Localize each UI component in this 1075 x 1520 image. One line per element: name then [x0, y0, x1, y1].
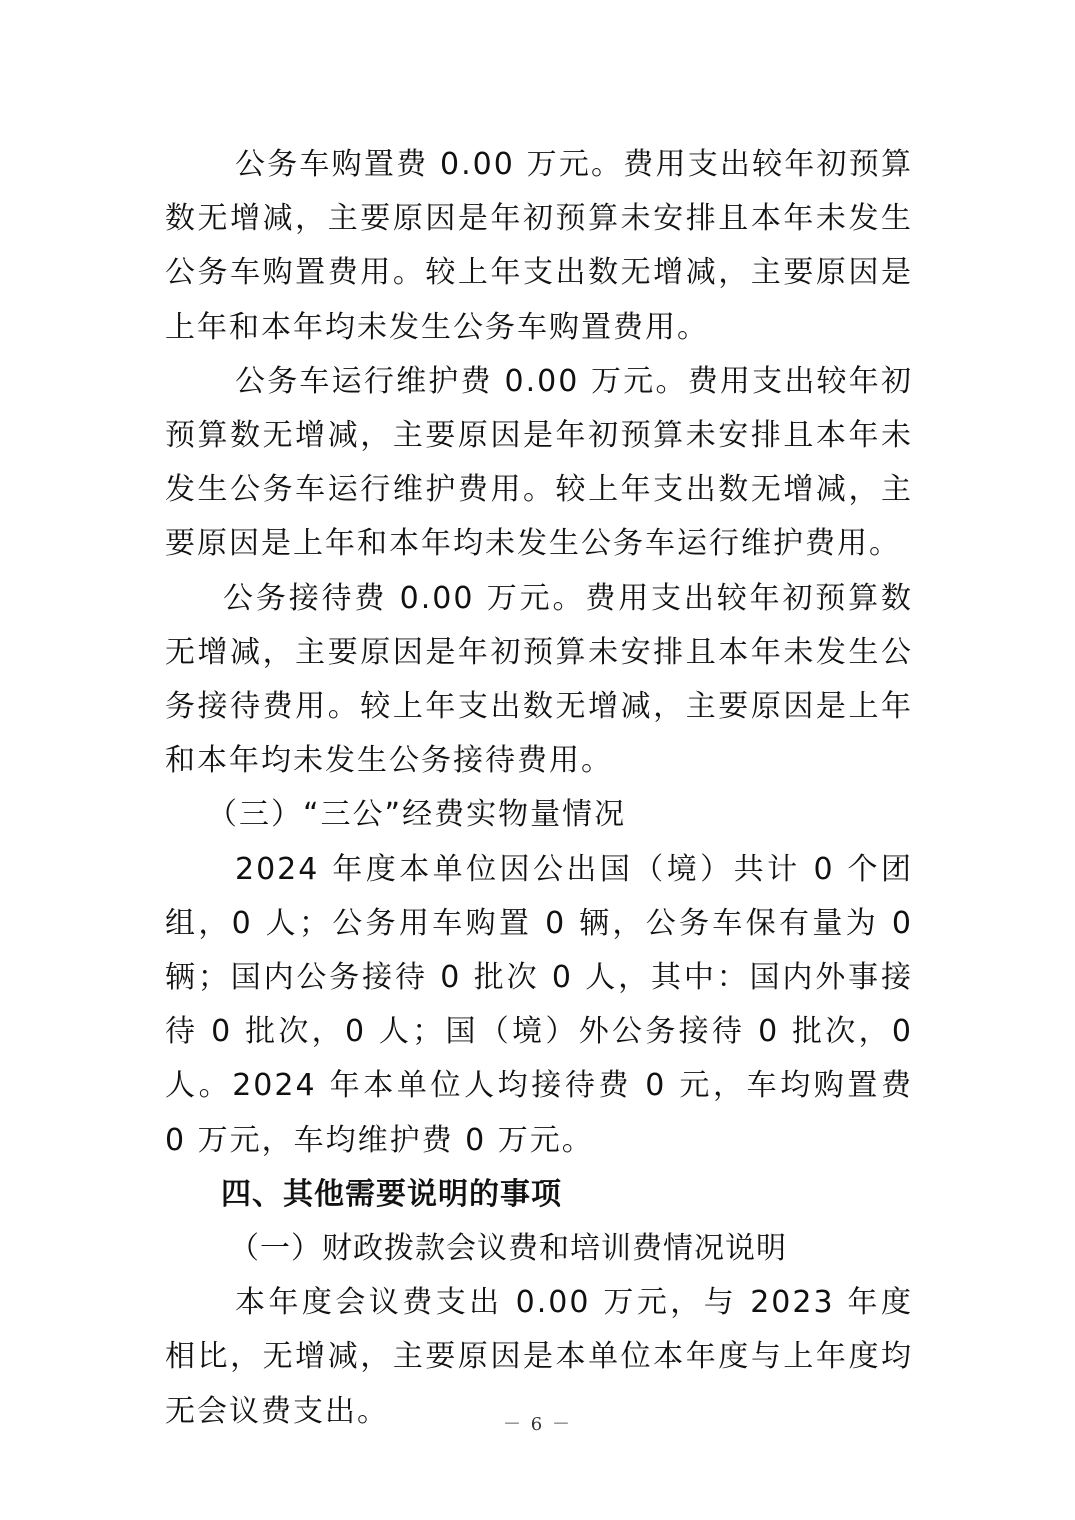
- paragraph-reception: 公务接待费 0.00 万元。费用支出较年初预算数无增减，主要原因是年初预算未安排且本年未发生公务接待费用。较上年支出数无增减，主要原因是上年和本年均未发生公务接待费用。: [165, 580, 913, 779]
- document-body: [165, 138, 913, 1439]
- paragraph-meeting-fee: 本年度会议费支出 0.00 万元，与 2023 年度相比，无增减，主要原因是本单位本年度与上年度均无会议费支出。: [165, 1285, 913, 1429]
- section-heading-other-matters: 四、其他需要说明的事项: [221, 1176, 562, 1212]
- paragraph-vehicle-purchase: 公务车购置费 0.00 万元。费用支出较年初预算数无增减，主要原因是年初预算未安排且本年未发生公务车购置费用。较上年支出数无增减，主要原因是上年和本年均未发生公务车购置费用。: [165, 147, 913, 345]
- subheading-three-public-quantities: （三）“三公”经费实物量情况: [207, 797, 627, 833]
- page-number: － 6 －: [503, 1414, 572, 1435]
- paragraph-vehicle-maintenance: 公务车运行维护费 0.00 万元。费用支出较年初预算数无增减，主要原因是年初预算未安排且本年未发生公务车运行维护费用。较上年支出数无增减，主要原因是上年和本年均未发生公务车运行维护费用。: [165, 363, 913, 562]
- paragraph-quantity: 2024 年度本单位因公出国（境）共计 0 个团组，0 人；公务用车购置 0 辆，公务车保有量为 0 辆；国内公务接待 0 批次 0 人，其中：国内外事接待 0 批次，0 人；国（境）外公务接待 0 批次，0 人。2024 年本单位人均接待费 0 元，车均购置费 0 万元，车均维护费 0 万元。: [165, 851, 913, 1158]
- subheading-meeting-training: （一）财政拨款会议费和培训费情况说明: [229, 1231, 787, 1267]
